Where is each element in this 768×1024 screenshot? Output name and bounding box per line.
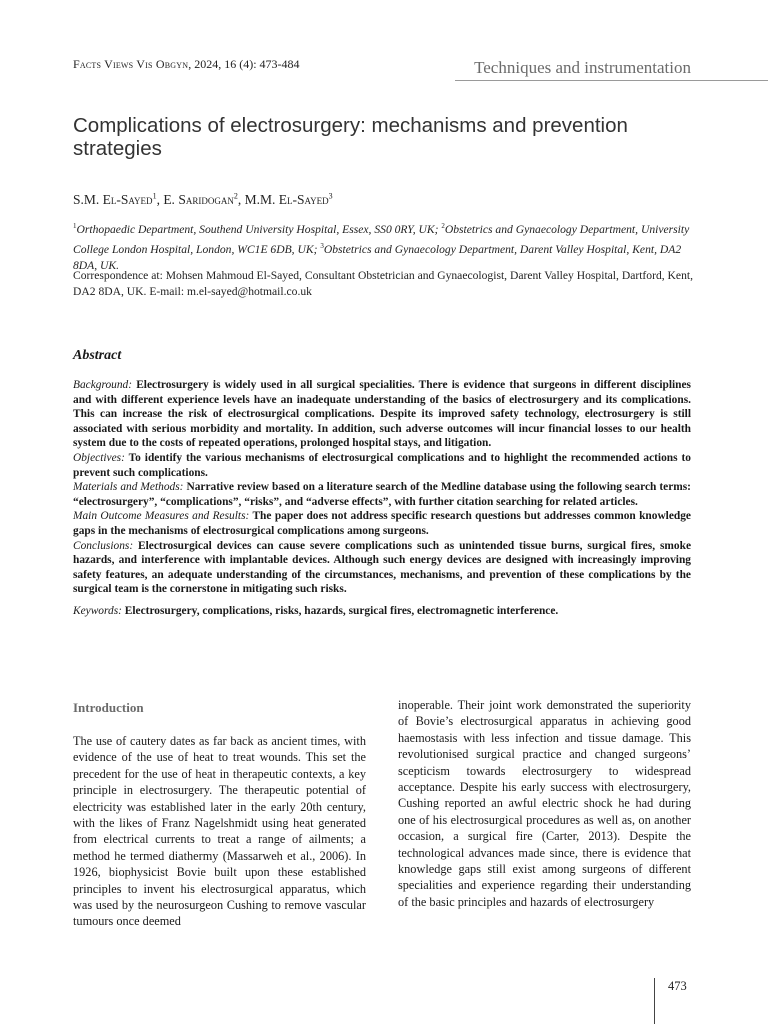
abstract-objectives: Objectives: To identify the various mechanisms of electrosurgical complications and to highlight the recommended actions to prevent such complications. (73, 451, 691, 479)
abstract-methods: Materials and Methods: Narrative review based on a literature search of the Medline database using the following search terms: “electrosurgery”, “complications”, “risks”, and “adverse effects”, with further citation searching for related articles. (73, 481, 691, 508)
abstract-body (73, 378, 691, 619)
header-rule (455, 80, 768, 81)
keywords: Keywords: Electrosurgery, complications, risks, hazards, surgical fires, electromagnetic interference. (73, 604, 559, 617)
abstract-background: Background: Electrosurgery is widely used in all surgical specialities. There is evidence that surgeons in different disciplines and with different experience levels have an inadequate understanding of the basics of electrosurgery and its complications. This can increase the risk of electrosurgical complications. Despite its improved safety technology, electrosurgery is still associated with serious morbidity and mortality. In addition, such adverse outcomes will incur financial losses to our health system due to the costs of repeated operations, prolonged hospital stays, and litigation. (73, 379, 691, 450)
page-number: 473 (668, 979, 687, 993)
intro-paragraph-right: inoperable. Their joint work demonstrated the superiority of Bovie’s electrosurgical apparatus in achieving good haemostasis with less infection and tissue damage. This revolutionised surgical practice and changed surgeons’ scepticism towards electrosurgery to widespread acceptance. Despite his early success with electrosurgery, Cushing reported an awful electric shock he had during one of his electrosurgical procedures as well as, on another occasion, a surgical fire (Carter, 2013). Despite the technological advances made since, there is evidence that knowledge gaps still exist among surgeons of different specialities and experience regarding their understanding of the basic principles and hazards of electrosurgery (398, 698, 691, 909)
affiliation-1: Orthopaedic Department, Southend University Hospital, Essex, SS0 0RY, UK; (76, 222, 442, 236)
section-label: Techniques and instrumentation (474, 58, 691, 77)
article-title: Complications of electrosurgery: mechanisms and prevention strategies (73, 114, 628, 160)
abstract-heading: Abstract (73, 348, 122, 363)
correspondence: Correspondence at: Mohsen Mahmoud El-Sayed, Consultant Obstetrician and Gynaecologist, Darent Valley Hospital, Dartford, Kent, DA2 8DA, UK. E-mail: m.el-sayed@hotmail.co.uk (73, 269, 693, 298)
introduction-heading: Introduction (73, 700, 144, 715)
affiliation-3: Obstetrics and Gynaecology Department, Darent Valley Hospital, Kent, DA2 8DA, UK. (73, 242, 682, 272)
author-2: E. Saridogan$^2$, (163, 191, 245, 207)
journal-citation (73, 57, 300, 72)
journal-name: Facts Views Vis Obgyn (73, 57, 189, 71)
affiliations: $^1$Orthopaedic Department, Southend University Hospital, Essex, SS0 0RY, UK; $^2$Obstetrics and Gynaecology Department, University College London Hospital, London, WC1E 6DB, UK; $^3$Obstetrics and Gynaecology Department, Darent Valley Hospital, Kent, DA2 8DA, UK. (73, 222, 690, 272)
affiliation-2: Obstetrics and Gynaecology Department, University College London Hospital, London, WC1E 6DB, UK; (73, 222, 690, 256)
author-list (73, 191, 333, 208)
journal-volume: , 2024, 16 (4): 473-484 (188, 57, 300, 71)
intro-paragraph-left: The use of cautery dates as far back as ancient times, with evidence of the use of heat to treat wounds. This set the precedent for the use of heat in therapeutic contexts, a key principle in electrosurgery. The therapeutic potential of electricity was established later in the early 20th century, with the likes of Franz Nagelshmidt using heat generated from electrical currents to treat a range of ailments; a method he termed diathermy (Massarweh et al., 2006). In 1926, biophysicist Bovie built upon these established principles to invent his electrosurgical apparatus, which was used by the neurosurgeon Cushing to remove vascular tumours once deemed (73, 734, 366, 929)
abstract-conclusions: Conclusions: Electrosurgical devices can cause severe complications such as unintended tissue burns, surgical fires, smoke hazards, and interference with implantable devices. Although such energy devices are designed with increasingly improving safety features, an adequate understanding of the circumstances, mechanisms, and prevention of these complications by the surgical team is the cornerstone in mitigating such risks. (73, 539, 691, 596)
abstract-results: Main Outcome Measures and Results: The paper does not address specific research questions but addresses common knowledge gaps in the mechanisms of electrosurgical complications among surgeons. (73, 510, 691, 537)
author-1: S.M. El-Sayed$^1$, (73, 191, 164, 207)
body-column-left (73, 733, 366, 930)
footer-rule (654, 978, 655, 1024)
author-3: M.M. El-Sayed$^3$ (244, 191, 333, 207)
body-column-right (398, 697, 691, 910)
